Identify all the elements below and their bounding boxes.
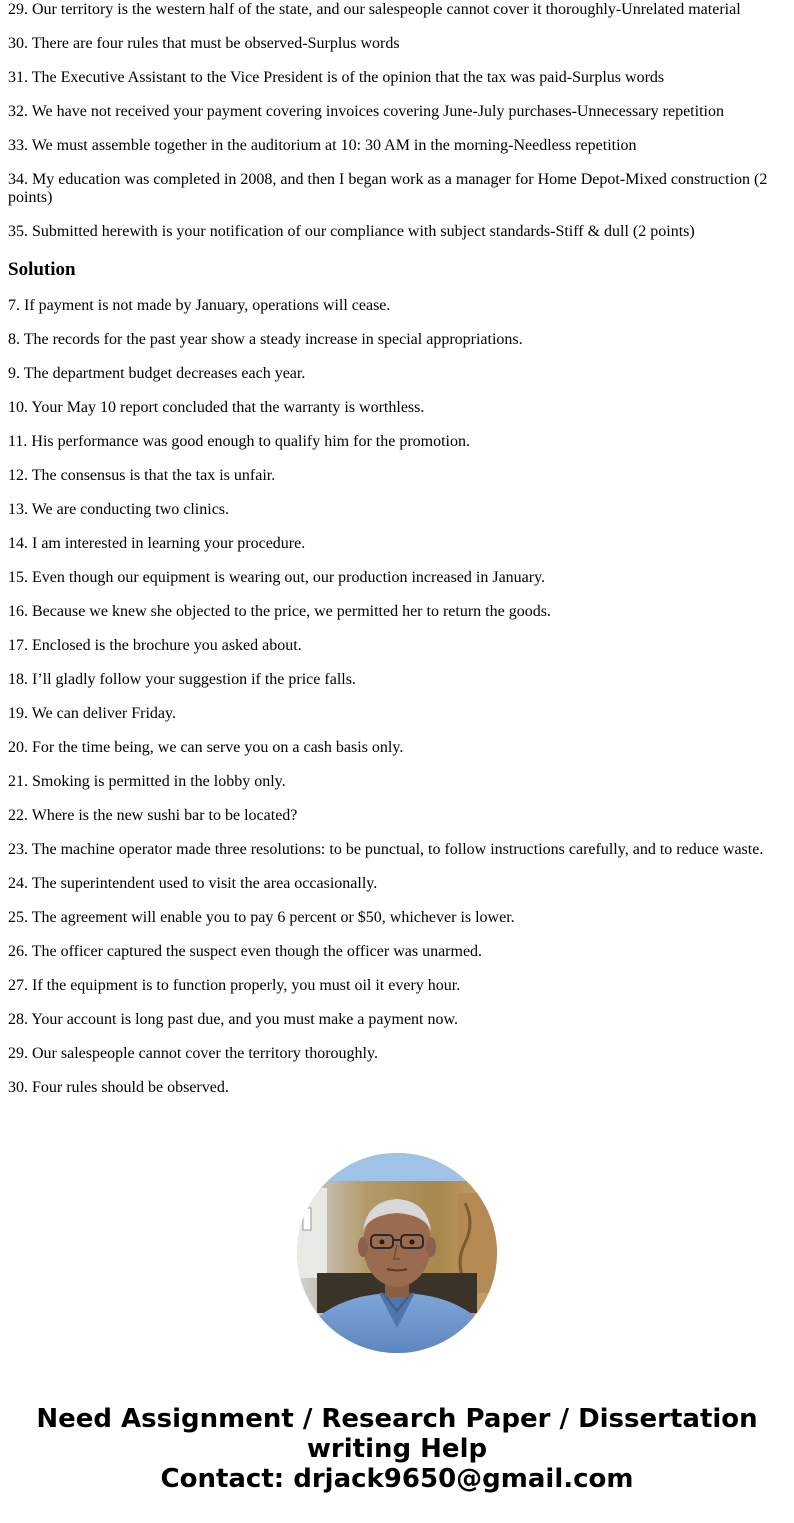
intro-list [8,1,786,241]
list-item: 22. Where is the new sushi bar to be located? [8,807,298,824]
document-body [8,0,786,1113]
solution-list [8,297,786,1097]
list-item: 28. Your account is long past due, and you must make a payment now. [8,1011,459,1028]
author-photo [297,1153,497,1353]
banner-line-1: Need Assignment / Research Paper / Dissertation [36,1404,758,1434]
list-item: 8. The records for the past year show a steady increase in special appropriations. [8,331,523,348]
list-item: 13. We are conducting two clinics. [8,501,230,518]
list-item: 27. If the equipment is to function properly, you must oil it every hour. [8,977,461,994]
list-item: 9. The department budget decreases each year. [8,365,306,382]
author-photo-illustration [297,1153,497,1353]
list-item: 32. We have not received your payment covering invoices covering June-July purchases-Unnecessary repetition [8,103,724,120]
list-item: 19. We can deliver Friday. [8,705,176,722]
list-item: 30. Four rules should be observed. [8,1079,229,1096]
list-item: 7. If payment is not made by January, operations will cease. [8,297,391,314]
list-item: 35. Submitted herewith is your notification of our compliance with subject standards-Stiff & dull (2 points) [8,223,695,240]
list-item: 34. My education was completed in 2008, and then I began work as a manager for Home Depot-Mixed construction (2 points) [8,171,768,206]
list-item: 14. I am interested in learning your procedure. [8,535,306,552]
list-item: 12. The consensus is that the tax is unfair. [8,467,276,484]
solution-heading: Solution [8,259,76,280]
banner-line-2: writing Help [306,1434,488,1464]
contact-banner [0,1404,794,1494]
list-item: 17. Enclosed is the brochure you asked about. [8,637,302,654]
list-item: 16. Because we knew she objected to the price, we permitted her to return the goods. [8,603,551,620]
list-item: 18. I’ll gladly follow your suggestion if the price falls. [8,671,356,688]
list-item: 15. Even though our equipment is wearing out, our production increased in January. [8,569,546,586]
list-item: 30. There are four rules that must be observed-Surplus words [8,35,400,52]
list-item: 25. The agreement will enable you to pay 6 percent or $50, whichever is lower. [8,909,515,926]
list-item: 33. We must assemble together in the auditorium at 10: 30 AM in the morning-Needless repetition [8,137,637,154]
list-item: 11. His performance was good enough to qualify him for the promotion. [8,433,470,450]
list-item: 20. For the time being, we can serve you on a cash basis only. [8,739,404,756]
list-item: 21. Smoking is permitted in the lobby only. [8,773,286,790]
list-item: 31. The Executive Assistant to the Vice President is of the opinion that the tax was paid-Surplus words [8,69,665,86]
contact-email: Contact: drjack9650@gmail.com [160,1464,634,1494]
list-item: 29. Our territory is the western half of the state, and our salespeople cannot cover it thoroughly-Unrelated material [8,1,741,18]
list-item: 24. The superintendent used to visit the area occasionally. [8,875,378,892]
list-item: 23. The machine operator made three resolutions: to be punctual, to follow instructions carefully, and to reduce waste. [8,841,764,858]
list-item: 10. Your May 10 report concluded that the warranty is worthless. [8,399,425,416]
list-item: 29. Our salespeople cannot cover the territory thoroughly. [8,1045,378,1062]
list-item: 26. The officer captured the suspect even though the officer was unarmed. [8,943,483,960]
